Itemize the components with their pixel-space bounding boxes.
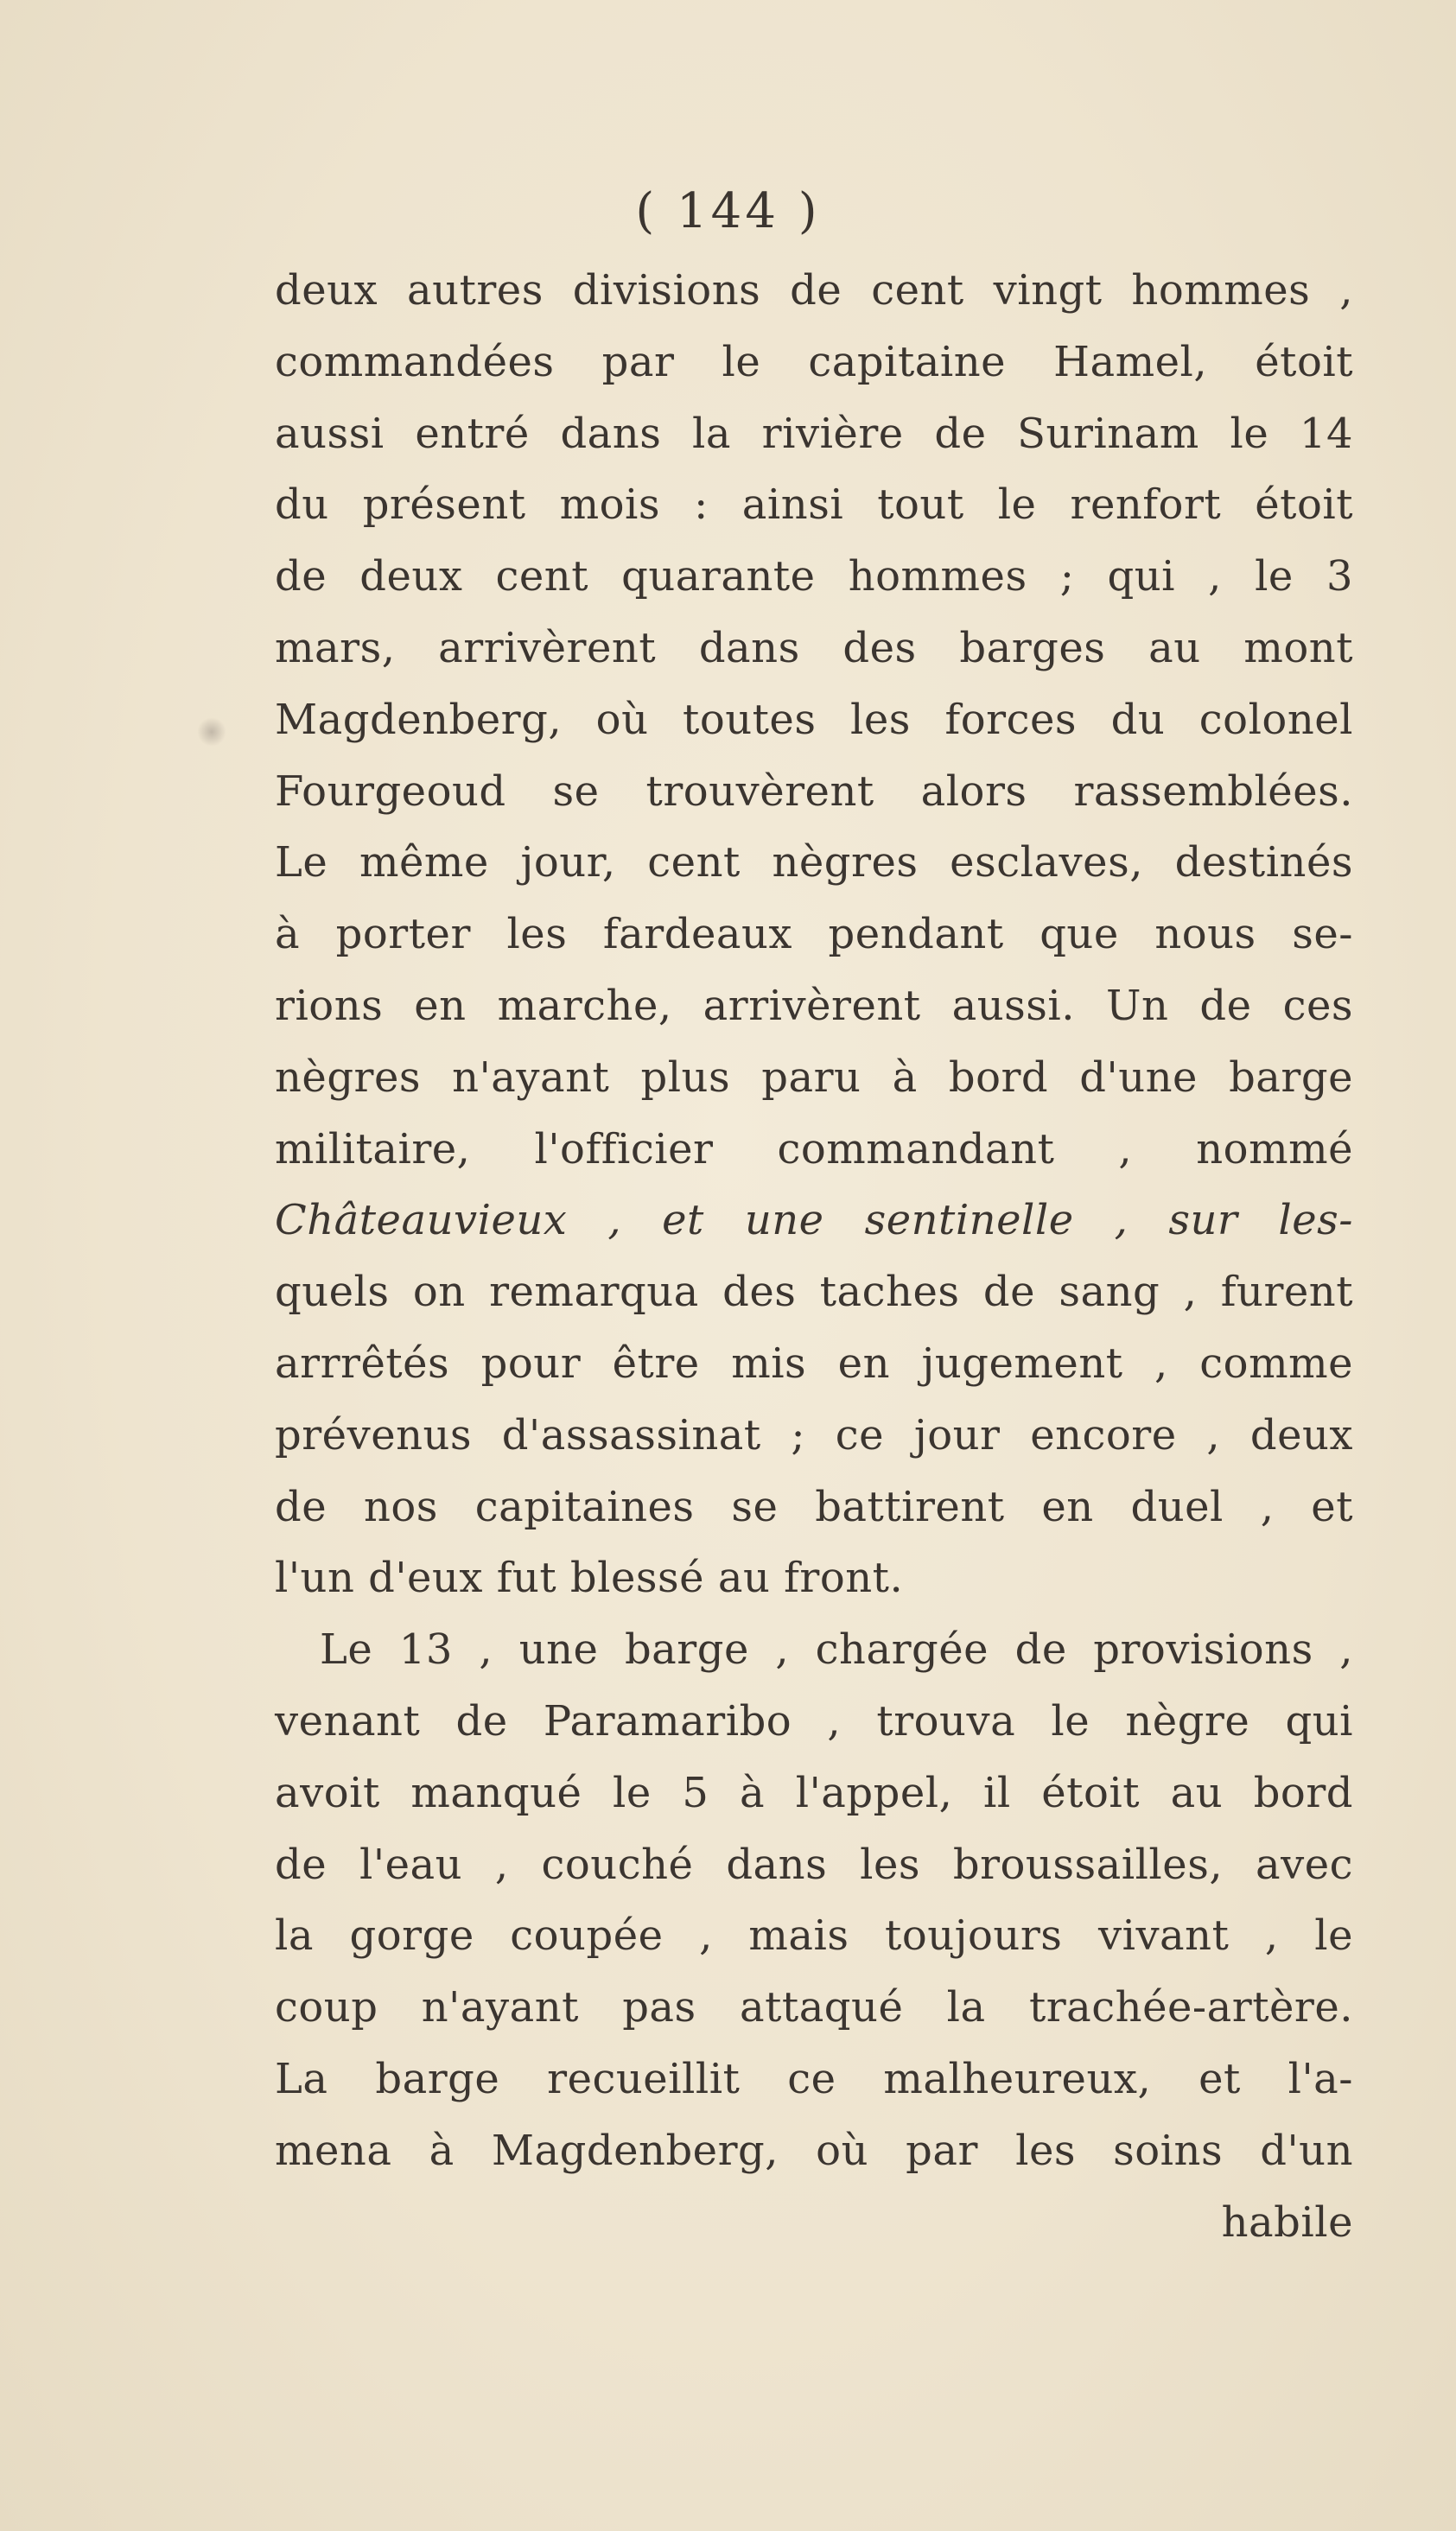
text-line: arrrêtés pour être mis en jugement , comme <box>275 1339 1353 1388</box>
text-line: commandées par le capitaine Hamel, étoit <box>275 337 1353 386</box>
text-line: l'un d'eux fut blessé au front. <box>275 1554 904 1603</box>
text-line: Le 13 , une barge , chargée de provisions , <box>320 1625 1353 1675</box>
paper-stain <box>197 717 226 747</box>
text-line: Magdenberg, où toutes les forces du colonel <box>275 695 1353 744</box>
body-text <box>275 255 1353 2258</box>
text-line: Châteauvieux , et une sentinelle , sur les- <box>275 1196 1353 1245</box>
text-line: de nos capitaines se battirent en duel , et <box>275 1482 1353 1531</box>
text-line: la gorge coupée , mais toujours vivant , le <box>275 1911 1353 1961</box>
text-line: mena à Magdenberg, où par les soins d'un <box>275 2126 1353 2175</box>
text-line: Fourgeoud se trouvèrent alors rassemblées. <box>275 766 1353 816</box>
text-line: avoit manqué le 5 à l'appel, il étoit au bord <box>275 1768 1353 1817</box>
text-line: à porter les fardeaux pendant que nous se- <box>275 910 1353 959</box>
text-line: de l'eau , couché dans les broussailles, avec <box>275 1840 1353 1889</box>
text-line: venant de Paramaribo , trouva le nègre qui <box>275 1696 1353 1746</box>
text-line: prévenus d'assassinat ; ce jour encore , deux <box>275 1410 1353 1459</box>
text-line: militaire, l'officier commandant , nommé <box>275 1124 1353 1173</box>
text-line: deux autres divisions de cent vingt hommes , <box>275 266 1353 315</box>
text-line: La barge recueillit ce malheureux, et l'a- <box>275 2054 1353 2103</box>
text-line: mars, arrivèrent dans des barges au mont <box>275 623 1353 672</box>
text-line: rions en marche, arrivèrent aussi. Un de ces <box>275 981 1353 1030</box>
text-line: nègres n'ayant plus paru à bord d'une barge <box>275 1052 1353 1102</box>
catchword: habile <box>1221 2197 1353 2247</box>
text-line: Le même jour, cent nègres esclaves, destinés <box>275 838 1353 887</box>
text-line: quels on remarqua des taches de sang , furent <box>275 1268 1353 1317</box>
text-line: aussi entré dans la rivière de Surinam le 14 <box>275 409 1353 458</box>
text-line: du présent mois : ainsi tout le renfort étoit <box>275 480 1353 530</box>
text-line: coup n'ayant pas attaqué la trachée-artère. <box>275 1983 1353 2032</box>
page-number: ( 144 ) <box>635 183 821 239</box>
text-line: de deux cent quarante hommes ; qui , le 3 <box>275 552 1353 601</box>
